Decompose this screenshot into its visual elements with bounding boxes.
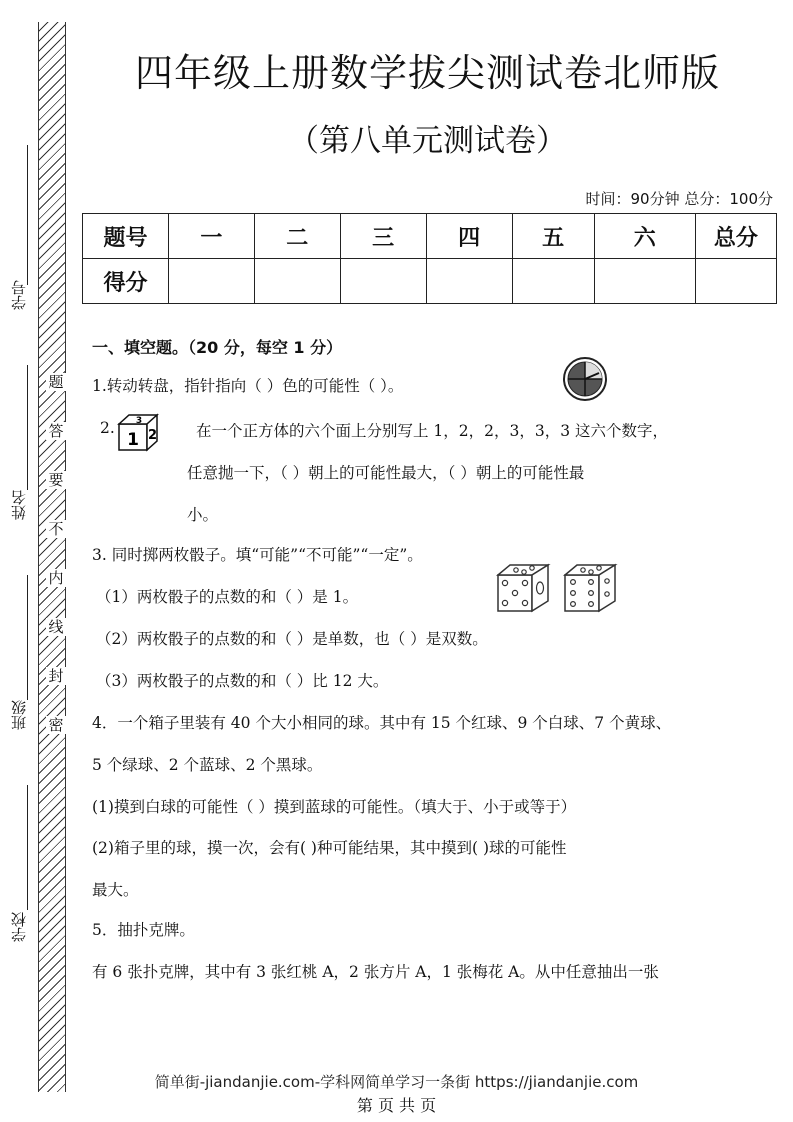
seal-char: 内	[46, 569, 66, 587]
question-3: 3. 同时掷两枚骰子。填“可能”“不可能”“一定”。	[92, 546, 423, 564]
spinner-icon	[561, 356, 609, 402]
section-heading: 一、填空题。（20 分，每空 1 分）	[92, 338, 343, 357]
table-cell: 一	[168, 214, 254, 259]
question-2-line: 小。	[187, 506, 219, 524]
question-1: 1.转动转盘，指针指向（ ）色的可能性（ ）。	[92, 377, 404, 395]
seal-char: 答	[46, 422, 66, 440]
class-line	[27, 575, 28, 700]
seal-char: 不	[46, 520, 66, 538]
seal-char: 题	[46, 373, 66, 391]
table-cell: 总分	[695, 214, 776, 259]
table-cell: 二	[254, 214, 340, 259]
question-4-part: 最大。	[92, 881, 139, 899]
question-3-part: （2）两枚骰子的点数的和（ ）是单数，也（ ）是双数。	[96, 630, 488, 648]
table-cell: 四	[426, 214, 512, 259]
table-row	[83, 259, 777, 304]
time-info: 时间：90分钟 总分：100分	[585, 190, 773, 208]
name-line	[27, 365, 28, 490]
question-3-part: （1）两枚骰子的点数的和（ ）是 1。	[96, 588, 359, 606]
table-cell: 题号	[83, 214, 169, 259]
school-label: 学校	[10, 912, 28, 942]
question-3-part: （3）两枚骰子的点数的和（ ）比 12 大。	[96, 672, 389, 690]
page-number: 第 页 共 页	[356, 1096, 437, 1115]
question-2-line: 在一个正方体的六个面上分别写上 1，2，2，3，3，3 这六个数字，	[196, 422, 669, 440]
question-5: 5．抽扑克牌。	[92, 921, 195, 939]
cube-face-front: 1	[127, 430, 139, 450]
table-cell: 六	[594, 214, 695, 259]
page-title: 四年级上册数学拔尖测试卷北师版	[134, 51, 720, 95]
seal-char: 线	[46, 618, 66, 636]
question-2-number: 2.	[100, 419, 115, 437]
table-cell: 五	[512, 214, 594, 259]
cube-icon	[117, 412, 159, 452]
score-cell[interactable]	[594, 259, 695, 304]
score-cell[interactable]	[426, 259, 512, 304]
question-2-line: 任意抛一下，（ ）朝上的可能性最大，（ ）朝上的可能性最	[187, 464, 585, 482]
question-4: 4．一个箱子里装有 40 个大小相同的球。其中有 15 个红球、9 个白球、7 个黄球、	[92, 714, 672, 732]
seal-char: 要	[46, 471, 66, 489]
score-cell[interactable]	[168, 259, 254, 304]
score-cell[interactable]	[254, 259, 340, 304]
table-cell: 三	[340, 214, 426, 259]
student-id-line	[27, 145, 28, 285]
school-line	[27, 785, 28, 910]
seal-char: 封	[46, 667, 66, 685]
binding-strip	[38, 22, 66, 1092]
score-table	[82, 213, 777, 304]
class-label: 班级	[10, 700, 28, 730]
question-4-part: (1)摸到白球的可能性（ ）摸到蓝球的可能性。（填大于、小于或等于）	[92, 798, 577, 816]
dice-icon	[563, 563, 619, 613]
cube-face-top: 3	[135, 416, 143, 426]
score-cell[interactable]	[512, 259, 594, 304]
table-row	[83, 214, 777, 259]
student-id-label: 学号	[10, 280, 28, 310]
question-5-line: 有 6 张扑克牌，其中有 3 张红桃 A，2 张方片 A，1 张梅花 A。从中任意抽出一张	[92, 963, 659, 981]
footer-site: 简单街-jiandanjie.com-学科网简单学习一条街 https://jiandanjie.com	[154, 1073, 639, 1091]
dice-icon	[496, 563, 552, 613]
page-subtitle: （第八单元测试卷）	[288, 123, 567, 159]
table-cell: 得分	[83, 259, 169, 304]
question-4-part: (2)箱子里的球，摸一次，会有( )种可能结果，其中摸到( )球的可能性	[92, 839, 567, 857]
score-cell[interactable]	[695, 259, 776, 304]
seal-char: 密	[46, 716, 66, 734]
name-label: 姓名	[10, 490, 28, 520]
question-4: 5 个绿球、2 个蓝球、2 个黑球。	[92, 756, 323, 774]
cube-face-side: 2	[147, 428, 158, 443]
score-cell[interactable]	[340, 259, 426, 304]
